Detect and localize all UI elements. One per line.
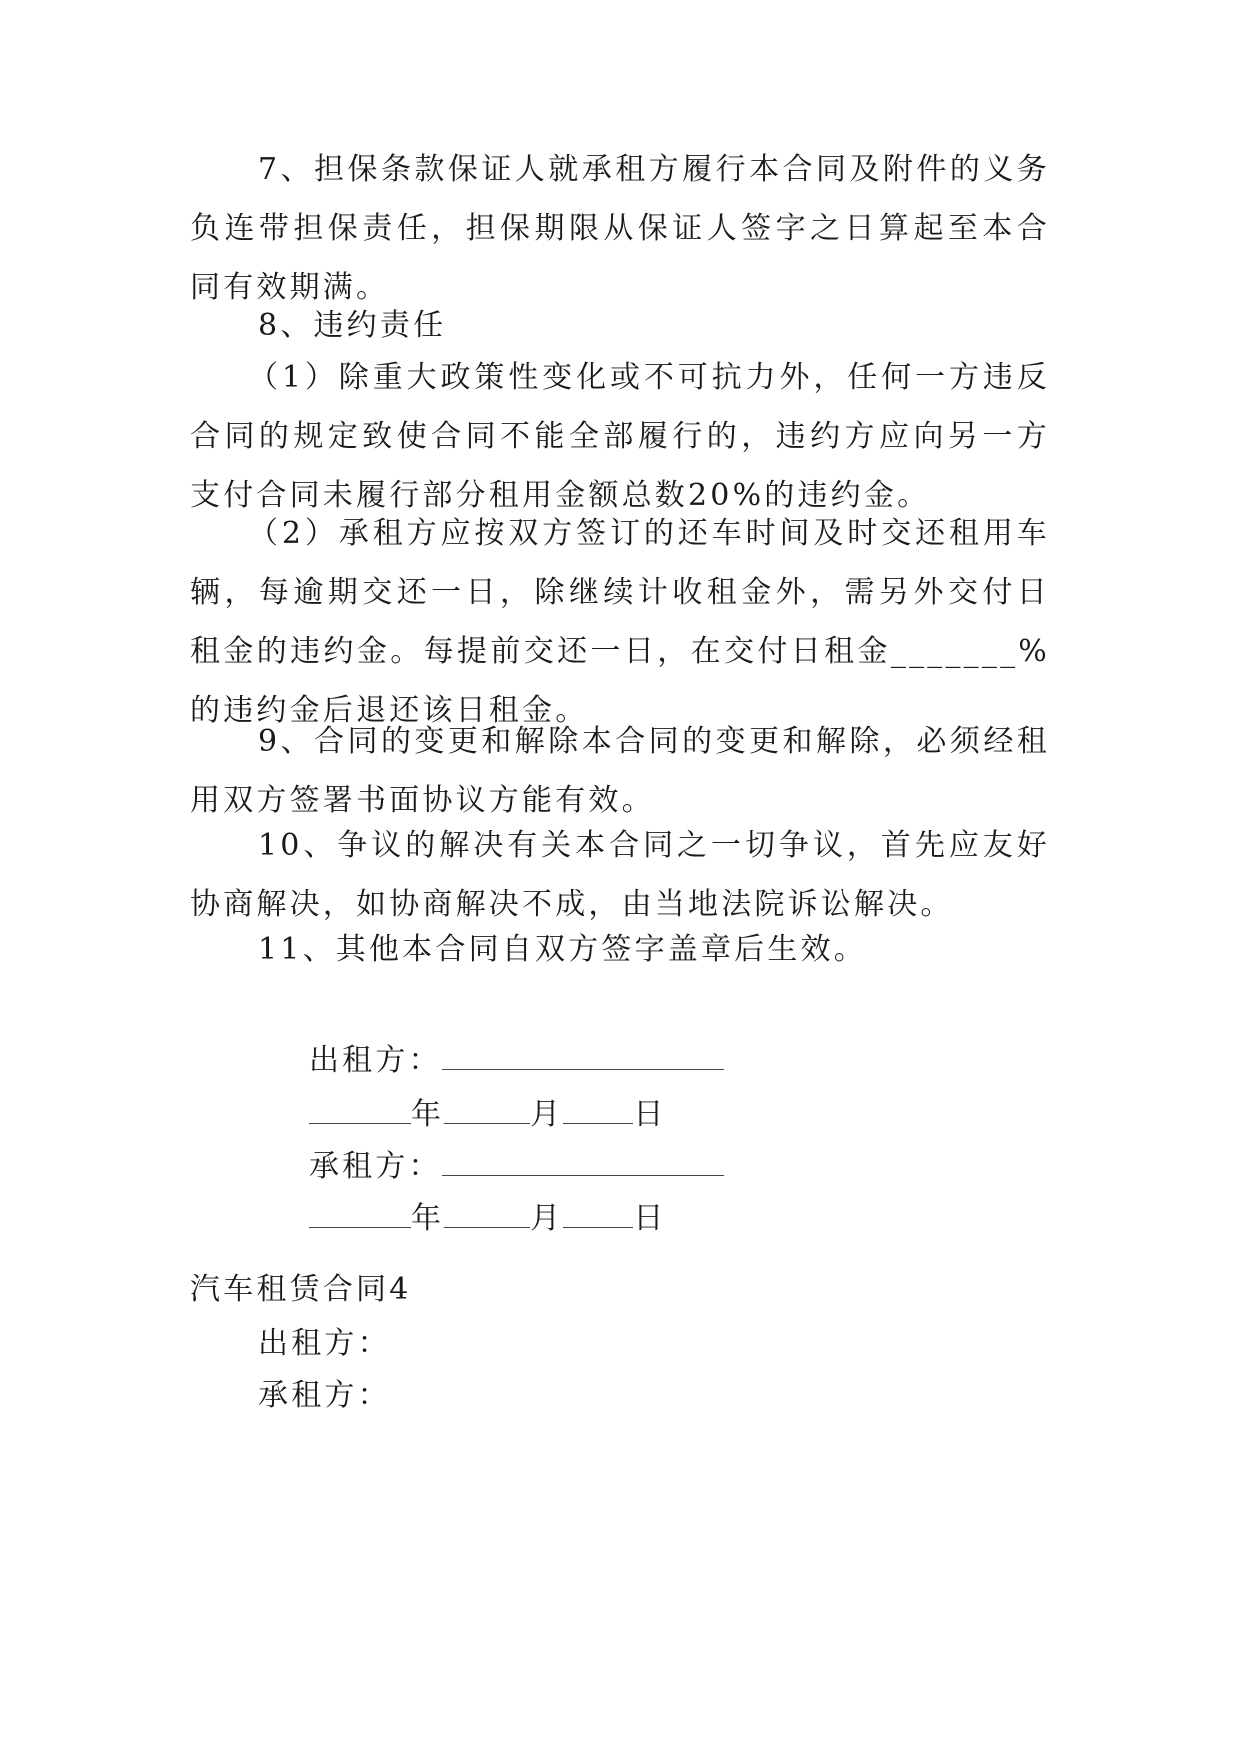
lessee-year-blank[interactable] xyxy=(309,1203,411,1228)
clause-8-title: 8、违约责任 xyxy=(258,308,447,343)
lessee-label: 承租方： xyxy=(308,1149,442,1184)
lessee-day-blank[interactable] xyxy=(563,1203,633,1228)
next-contract-lessee: 承租方： xyxy=(258,1378,391,1413)
clause-8-1: （1）除重大政策性变化或不可抗力外，任何一方违反合同的规定致使合同不能全部履行的，违约方应向另一方支付合同未履行部分租用金额总数20%的违约金。 xyxy=(190,360,1050,513)
day-label: 日 xyxy=(633,1201,667,1236)
year-label: 年 xyxy=(410,1097,445,1132)
clause-9: 9、合同的变更和解除本合同的变更和解除，必须经租用双方签署书面协议方能有效。 xyxy=(190,724,1050,818)
lessor-label: 出租方： xyxy=(308,1043,442,1078)
month-label: 月 xyxy=(530,1097,564,1132)
year-label: 年 xyxy=(410,1201,445,1236)
next-contract-title: 汽车租赁合同4 xyxy=(190,1272,412,1307)
next-contract-lessor: 出租方： xyxy=(258,1326,391,1361)
clause-7: 7、担保条款保证人就承租方履行本合同及附件的义务负连带担保责任，担保期限从保证人签字之日算起至本合同有效期满。 xyxy=(190,152,1050,305)
month-label: 月 xyxy=(530,1201,564,1236)
day-label: 日 xyxy=(633,1097,667,1132)
lessee-month-blank[interactable] xyxy=(444,1203,530,1228)
clause-8-2: （2）承租方应按双方签订的还车时间及时交还租用车辆，每逾期交还一日，除继续计收租金外，需另外交付日租金的违约金。每提前交还一日，在交付日租金_______%的违约金后退还该日租金。 xyxy=(190,516,1050,728)
clause-11: 11、其他本合同自双方签字盖章后生效。 xyxy=(258,932,867,967)
clause-10: 10、争议的解决有关本合同之一切争议，首先应友好协商解决，如协商解决不成，由当地法院诉讼解决。 xyxy=(190,828,1050,922)
